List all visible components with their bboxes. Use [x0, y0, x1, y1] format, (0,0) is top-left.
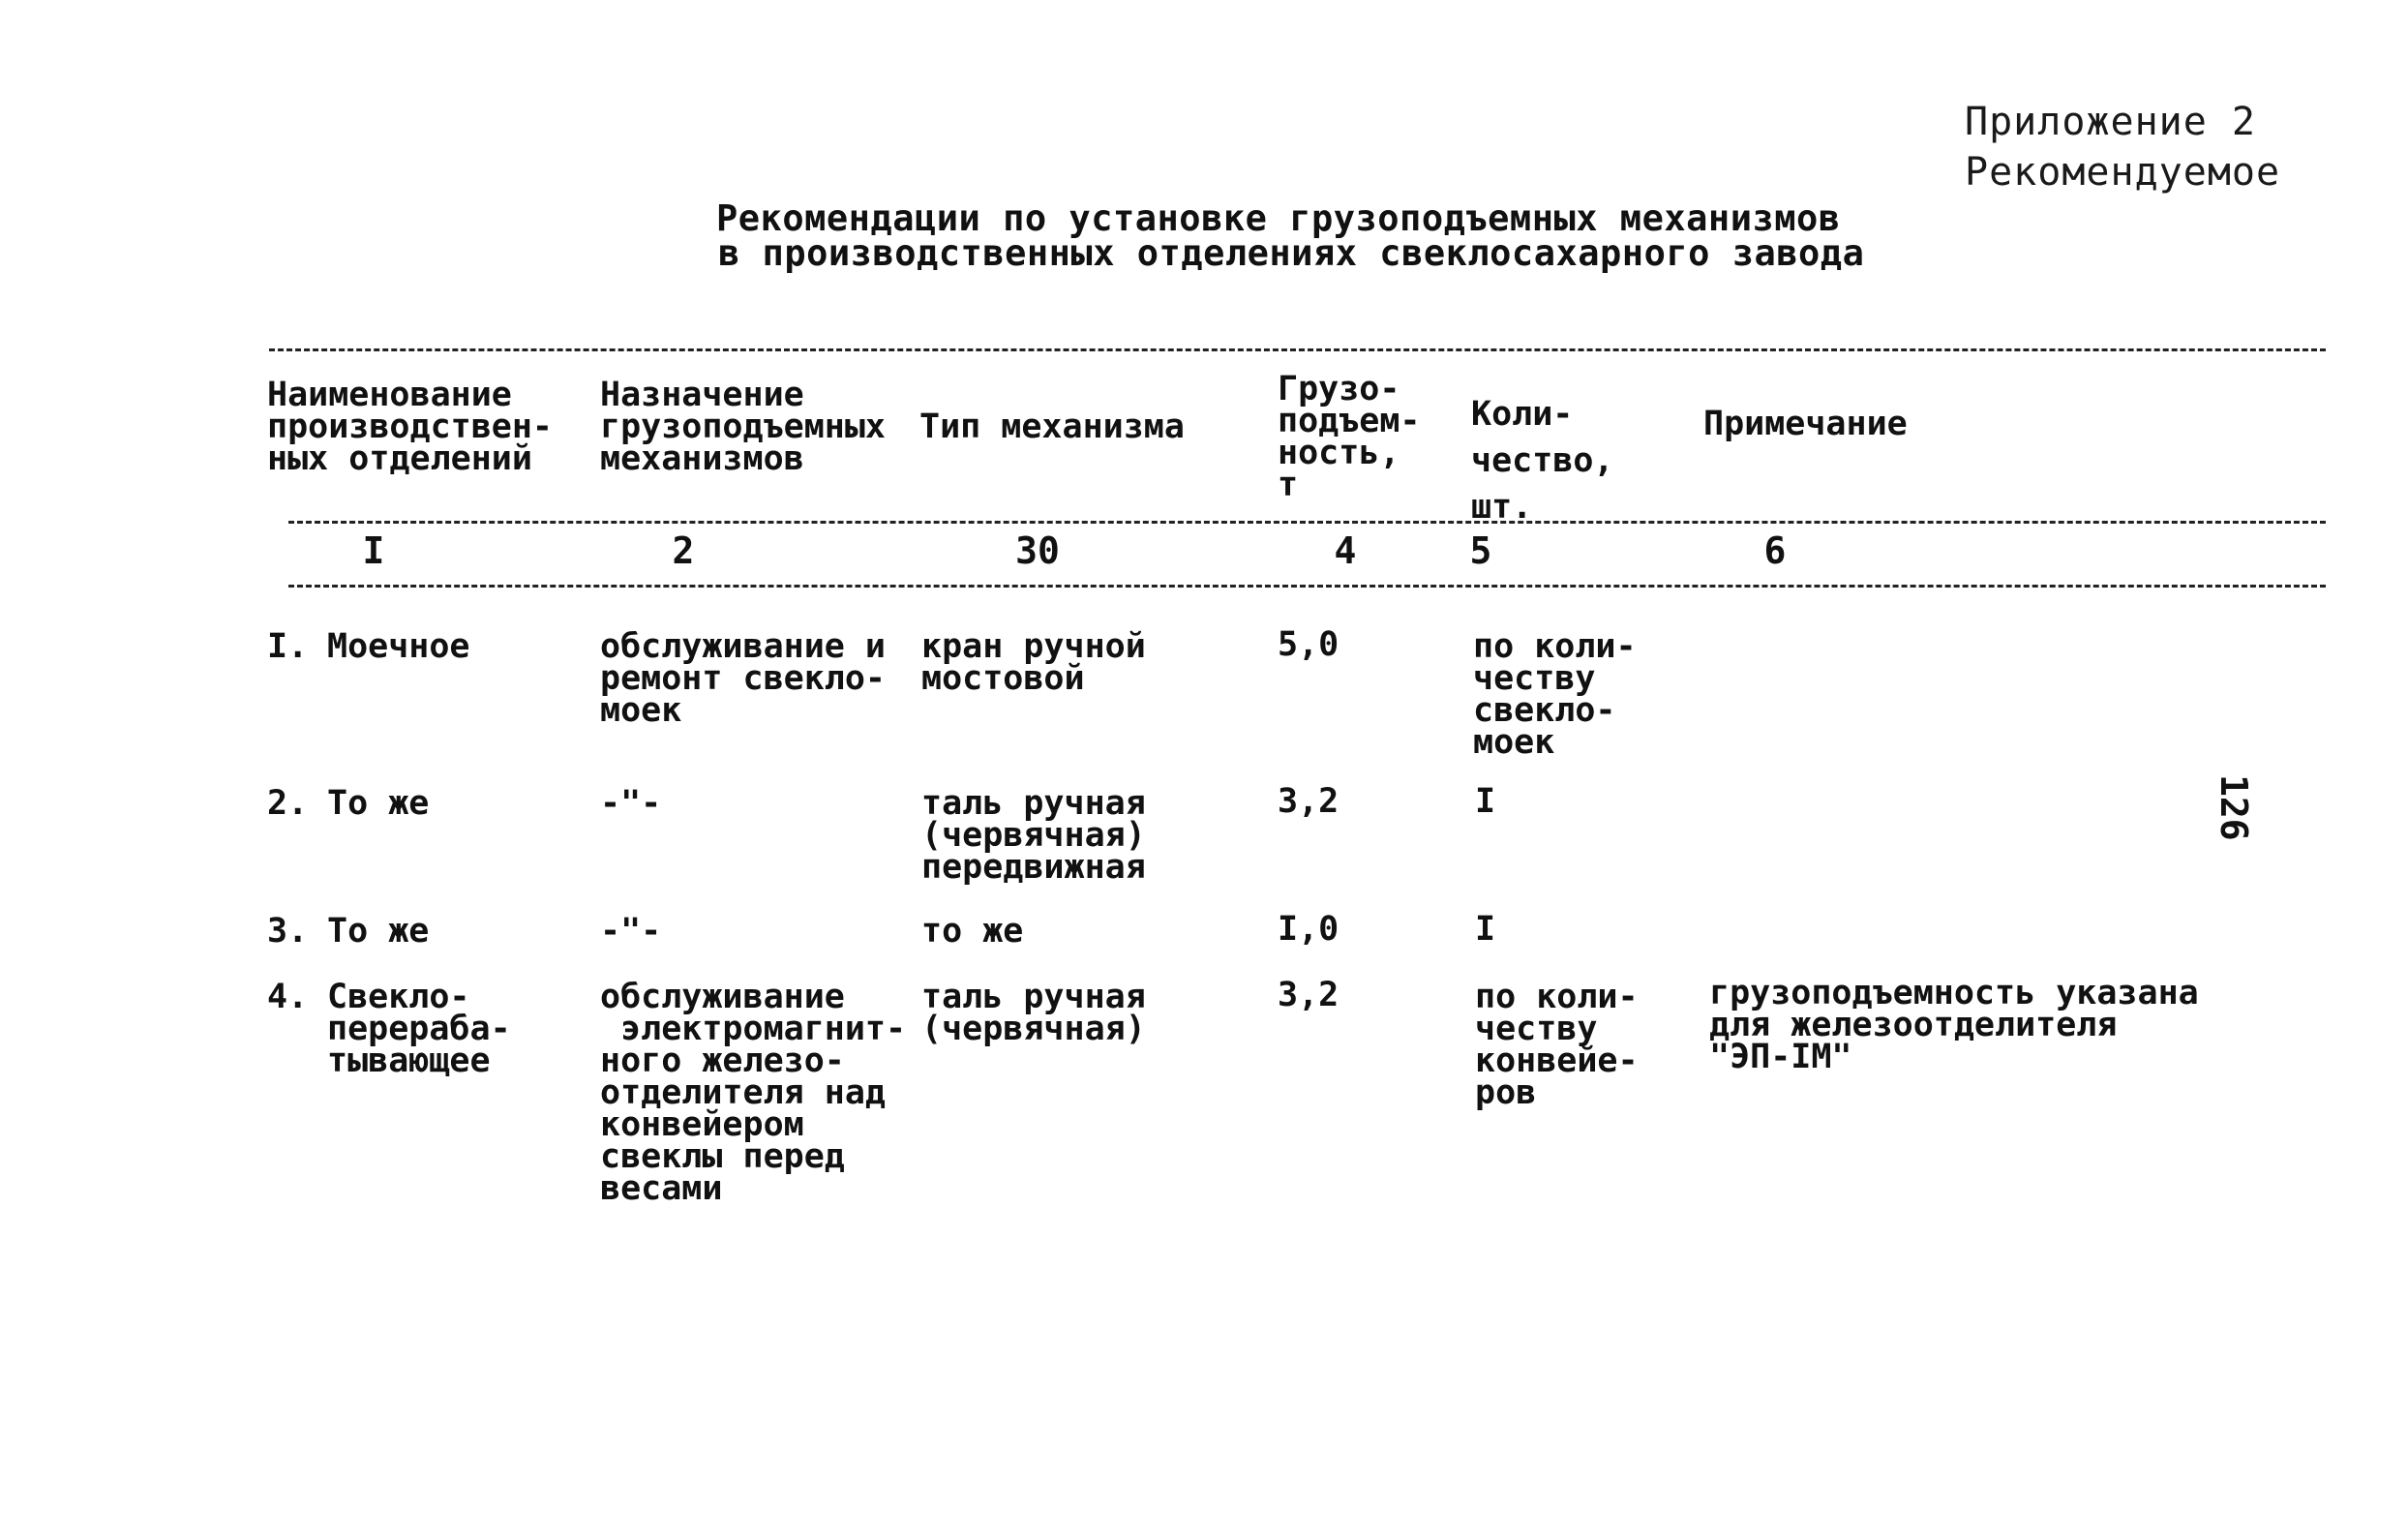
table-row-3-quantity: I — [1475, 910, 1496, 949]
table-row-1-mechanism: кран ручной мостовой — [921, 627, 1146, 698]
column-number-2: 2 — [672, 529, 695, 572]
title-line-2: в производственных отделениях свеклосахарного завода — [718, 232, 1865, 274]
header-quantity: Коли- чество, шт. — [1471, 395, 1614, 527]
column-number-5: 5 — [1469, 529, 1492, 572]
table-row-4-capacity: 3,2 — [1278, 976, 1339, 1014]
table-row-4-department: Свекло- перераба- тывающее — [327, 978, 511, 1080]
header-note: Примечание — [1703, 405, 1908, 443]
page-number: 126 — [2212, 774, 2255, 841]
table-row-1-quantity: по коли- честву свекло- моек — [1473, 627, 1637, 762]
column-number-6: 6 — [1763, 529, 1787, 572]
table-row-2-quantity: I — [1475, 782, 1496, 821]
header-purpose: Назначение грузоподъемных механизмов — [600, 376, 887, 478]
table-row-3-num: 3. — [267, 912, 309, 951]
table-row-4-num: 4. — [267, 978, 309, 1016]
appendix-line-2: Рекомендуемое — [1965, 150, 2281, 195]
title-line-1: Рекомендации по установке грузоподъемных механизмов — [716, 197, 1841, 239]
appendix-line-1: Приложение 2 — [1965, 100, 2256, 144]
appendix-label — [1965, 97, 2280, 197]
header-bottom-rule — [288, 521, 2326, 524]
table-row-1-purpose: обслуживание и ремонт свекло- моек — [600, 627, 887, 730]
table-row-2-capacity: 3,2 — [1278, 782, 1339, 821]
table-row-1-capacity: 5,0 — [1278, 625, 1339, 664]
table-row-4-purpose: обслуживание электромагнит- ного железо- отделителя над конвейером свеклы перед весами — [600, 978, 907, 1208]
table-row-2-department: То же — [327, 784, 430, 823]
table-row-2-mechanism: таль ручная (червячная) передвижная — [921, 784, 1146, 887]
table-row-3-department: То же — [327, 912, 430, 951]
table-row-2-num: 2. — [267, 784, 309, 823]
column-number-4: 4 — [1334, 529, 1357, 572]
document-title — [716, 197, 1865, 274]
column-number-3: 30 — [1015, 529, 1060, 572]
header-capacity: Грузо- подъем- ность, т — [1278, 370, 1421, 504]
table-top-rule — [269, 348, 2326, 351]
table-row-2-purpose: -"- — [600, 784, 662, 823]
table-row-3-capacity: I,0 — [1278, 910, 1339, 949]
table-row-4-mechanism: таль ручная (червячная) — [921, 978, 1146, 1048]
column-number-1: I — [362, 529, 385, 572]
table-row-3-purpose: -"- — [600, 912, 662, 951]
table-row-4-note: грузоподъемность указана для железоотделителя "ЭП-IМ" — [1709, 974, 2199, 1076]
table-row-1-num: I. — [267, 627, 309, 666]
header-mechanism: Тип механизма — [919, 408, 1185, 446]
table-row-3-mechanism: то же — [921, 912, 1024, 951]
header-department: Наименование производствен- ных отделений — [267, 376, 554, 478]
column-numbers-rule — [288, 585, 2326, 588]
table-row-4-quantity: по коли- честву конвейе- ров — [1475, 978, 1639, 1112]
table-row-1-department: Моечное — [327, 627, 470, 666]
